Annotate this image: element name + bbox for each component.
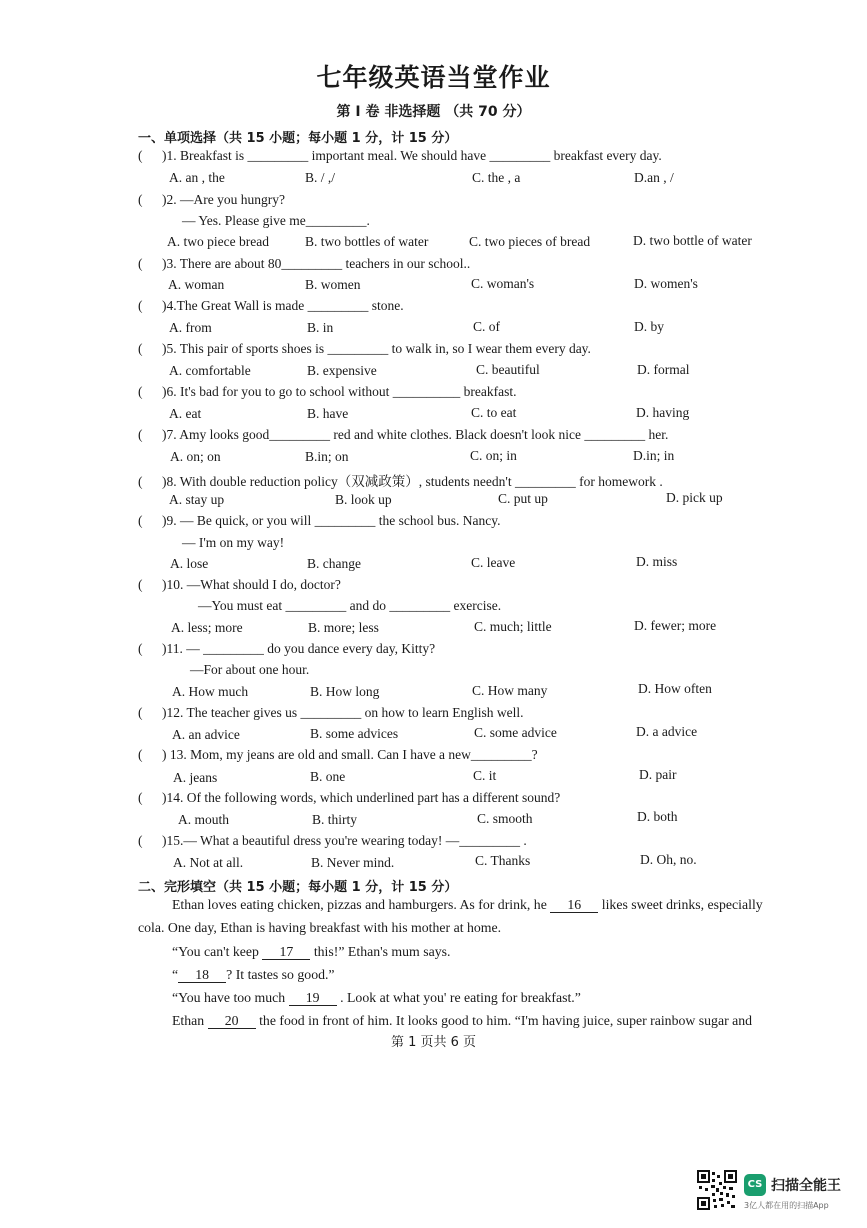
cloze-blank-20: 20: [208, 1014, 256, 1029]
q10-option-d: D. fewer; more: [634, 618, 717, 633]
cloze-blank-18: 18: [178, 968, 226, 983]
camscanner-tagline: 3亿人都在用的扫描App: [744, 1201, 829, 1210]
q11-option-c: C. How many: [472, 683, 548, 698]
q4-option-a: A. from: [169, 320, 212, 335]
q2-option-b: B. two bottles of water: [305, 234, 429, 249]
question-5: ( )5. This pair of sports shoes is _________ to walk in, so I wear them every day.: [138, 341, 591, 356]
q15-option-c: C. Thanks: [475, 853, 531, 868]
q11-response: —For about one hour.: [190, 662, 310, 677]
question-10: ( )10. —What should I do, doctor?: [138, 577, 341, 592]
q8-option-c: C. put up: [498, 491, 548, 506]
cloze-blank-19: 19: [289, 991, 337, 1006]
page-number: 第 1 页共 6 页: [390, 1035, 477, 1050]
q6-option-a: A. eat: [169, 406, 202, 421]
page-title: 七年级英语当堂作业: [316, 63, 551, 92]
cloze-line-6: Ethan 20 the food in front of him. It looks good to him. “I'm having juice, super rainbow sugar and: [172, 1013, 753, 1028]
question-1: ( )1. Breakfast is _________ important meal. We should have _________ breakfast every day.: [138, 148, 662, 163]
q15-option-a: A. Not at all.: [173, 855, 244, 870]
question-2: ( )2. —Are you hungry?: [138, 192, 285, 207]
q3-option-c: C. woman's: [471, 276, 535, 291]
q11-option-a: A. How much: [172, 684, 249, 699]
qr-code-icon: [697, 1170, 737, 1210]
q8-option-d: D. pick up: [666, 490, 723, 505]
camscanner-logo-icon: CS: [744, 1174, 766, 1196]
q10-option-c: C. much; little: [474, 619, 552, 634]
cloze-line-2: cola. One day, Ethan is having breakfast with his mother at home.: [138, 920, 502, 935]
q2-response: — Yes. Please give me_________.: [182, 213, 370, 228]
q10-response: —You must eat _________ and do _________ exercise.: [198, 598, 502, 613]
q6-option-c: C. to eat: [471, 405, 517, 420]
q14-option-b: B. thirty: [312, 812, 358, 827]
question-6: ( )6. It's bad for you to go to school without __________ breakfast.: [138, 384, 517, 399]
q8-option-b: B. look up: [335, 492, 392, 507]
cloze-line-3: “You can't keep 17 this!” Ethan's mum says.: [172, 944, 451, 959]
q14-option-a: A. mouth: [178, 812, 230, 827]
question-9: ( )9. — Be quick, or you will _________ the school bus. Nancy.: [138, 513, 501, 528]
q8-option-a: A. stay up: [169, 492, 225, 507]
camscanner-name: 扫描全能王: [771, 1178, 841, 1194]
q5-option-c: C. beautiful: [476, 362, 540, 377]
page-subtitle: 第 I 卷 非选择题 （共 70 分）: [336, 104, 531, 120]
q14-option-d: D. both: [637, 809, 678, 824]
q1-option-d: D.an , /: [634, 170, 674, 185]
section1-heading: 一、单项选择（共 15 小题；每小题 1 分，计 15 分）: [138, 131, 458, 146]
q7-option-c: C. on; in: [470, 448, 517, 463]
cloze-blank-16: 16: [550, 898, 598, 913]
q12-option-b: B. some advices: [310, 726, 399, 741]
q5-option-b: B. expensive: [307, 363, 377, 378]
question-3: ( )3. There are about 80_________ teachers in our school..: [138, 256, 471, 271]
q2-option-c: C. two pieces of bread: [469, 234, 591, 249]
q4-option-b: B. in: [307, 320, 334, 335]
section2-heading: 二、完形填空（共 15 小题；每小题 1 分，计 15 分）: [138, 880, 458, 895]
question-13: ( ) 13. Mom, my jeans are old and small. Can I have a new_________?: [138, 747, 538, 762]
cloze-line-5: “You have too much 19 . Look at what you' re eating for breakfast.”: [172, 990, 581, 1005]
q10-option-b: B. more; less: [308, 620, 379, 635]
q13-option-c: C. it: [473, 768, 497, 783]
q9-option-a: A. lose: [170, 556, 209, 571]
q12-option-a: A. an advice: [172, 727, 240, 742]
q13-option-b: B. one: [310, 769, 346, 784]
q6-option-d: D. having: [636, 405, 690, 420]
question-4: ( )4.The Great Wall is made _________ stone.: [138, 298, 404, 313]
question-7: ( )7. Amy looks good_________ red and white clothes. Black doesn't look nice _________ her.: [138, 427, 669, 442]
q9-option-b: B. change: [307, 556, 361, 571]
cloze-line-1: Ethan loves eating chicken, pizzas and hamburgers. As for drink, he 16 likes sweet drinks, especially: [172, 897, 763, 912]
q1-option-b: B. / ,/: [305, 170, 336, 185]
q13-option-d: D. pair: [639, 767, 677, 782]
q11-option-d: D. How often: [638, 681, 712, 696]
q4-option-c: C. of: [473, 319, 500, 334]
q6-option-b: B. have: [307, 406, 349, 421]
q13-option-a: A. jeans: [173, 770, 218, 785]
q15-option-b: B. Never mind.: [311, 855, 395, 870]
q7-option-a: A. on; on: [170, 449, 221, 464]
q9-response: — I'm on my way!: [182, 535, 285, 550]
q5-option-d: D. formal: [637, 362, 690, 377]
q3-option-b: B. women: [305, 277, 361, 292]
q2-option-a: A. two piece bread: [167, 234, 269, 249]
q11-option-b: B. How long: [310, 684, 380, 699]
q12-option-d: D. a advice: [636, 724, 698, 739]
q5-option-a: A. comfortable: [169, 363, 251, 378]
q15-option-d: D. Oh, no.: [640, 852, 697, 867]
question-8: ( )8. With double reduction policy（双减政策）, students needn't _________ for homework .: [138, 474, 663, 489]
q14-option-c: C. smooth: [477, 811, 533, 826]
question-15: ( )15.— What a beautiful dress you're wearing today! —_________ .: [138, 833, 527, 848]
q1-option-c: C. the , a: [472, 170, 521, 185]
q1-option-a: A. an , the: [169, 170, 225, 185]
q3-option-d: D. women's: [634, 276, 698, 291]
question-11: ( )11. — _________ do you dance every day, Kitty?: [138, 641, 436, 656]
q7-option-b: B.in; on: [305, 449, 349, 464]
q9-option-d: D. miss: [636, 554, 678, 569]
q9-option-c: C. leave: [471, 555, 516, 570]
q3-option-a: A. woman: [168, 277, 225, 292]
q10-option-a: A. less; more: [171, 620, 243, 635]
q4-option-d: D. by: [634, 319, 664, 334]
cloze-blank-17: 17: [262, 945, 310, 960]
question-12: ( )12. The teacher gives us _________ on how to learn English well.: [138, 705, 524, 720]
q7-option-d: D.in; in: [633, 448, 675, 463]
cloze-line-4: “ 18 ? It tastes so good.”: [172, 967, 335, 982]
question-14: ( )14. Of the following words, which underlined part has a different sound?: [138, 790, 561, 805]
q2-option-d: D. two bottle of water: [633, 233, 752, 248]
q12-option-c: C. some advice: [474, 725, 557, 740]
